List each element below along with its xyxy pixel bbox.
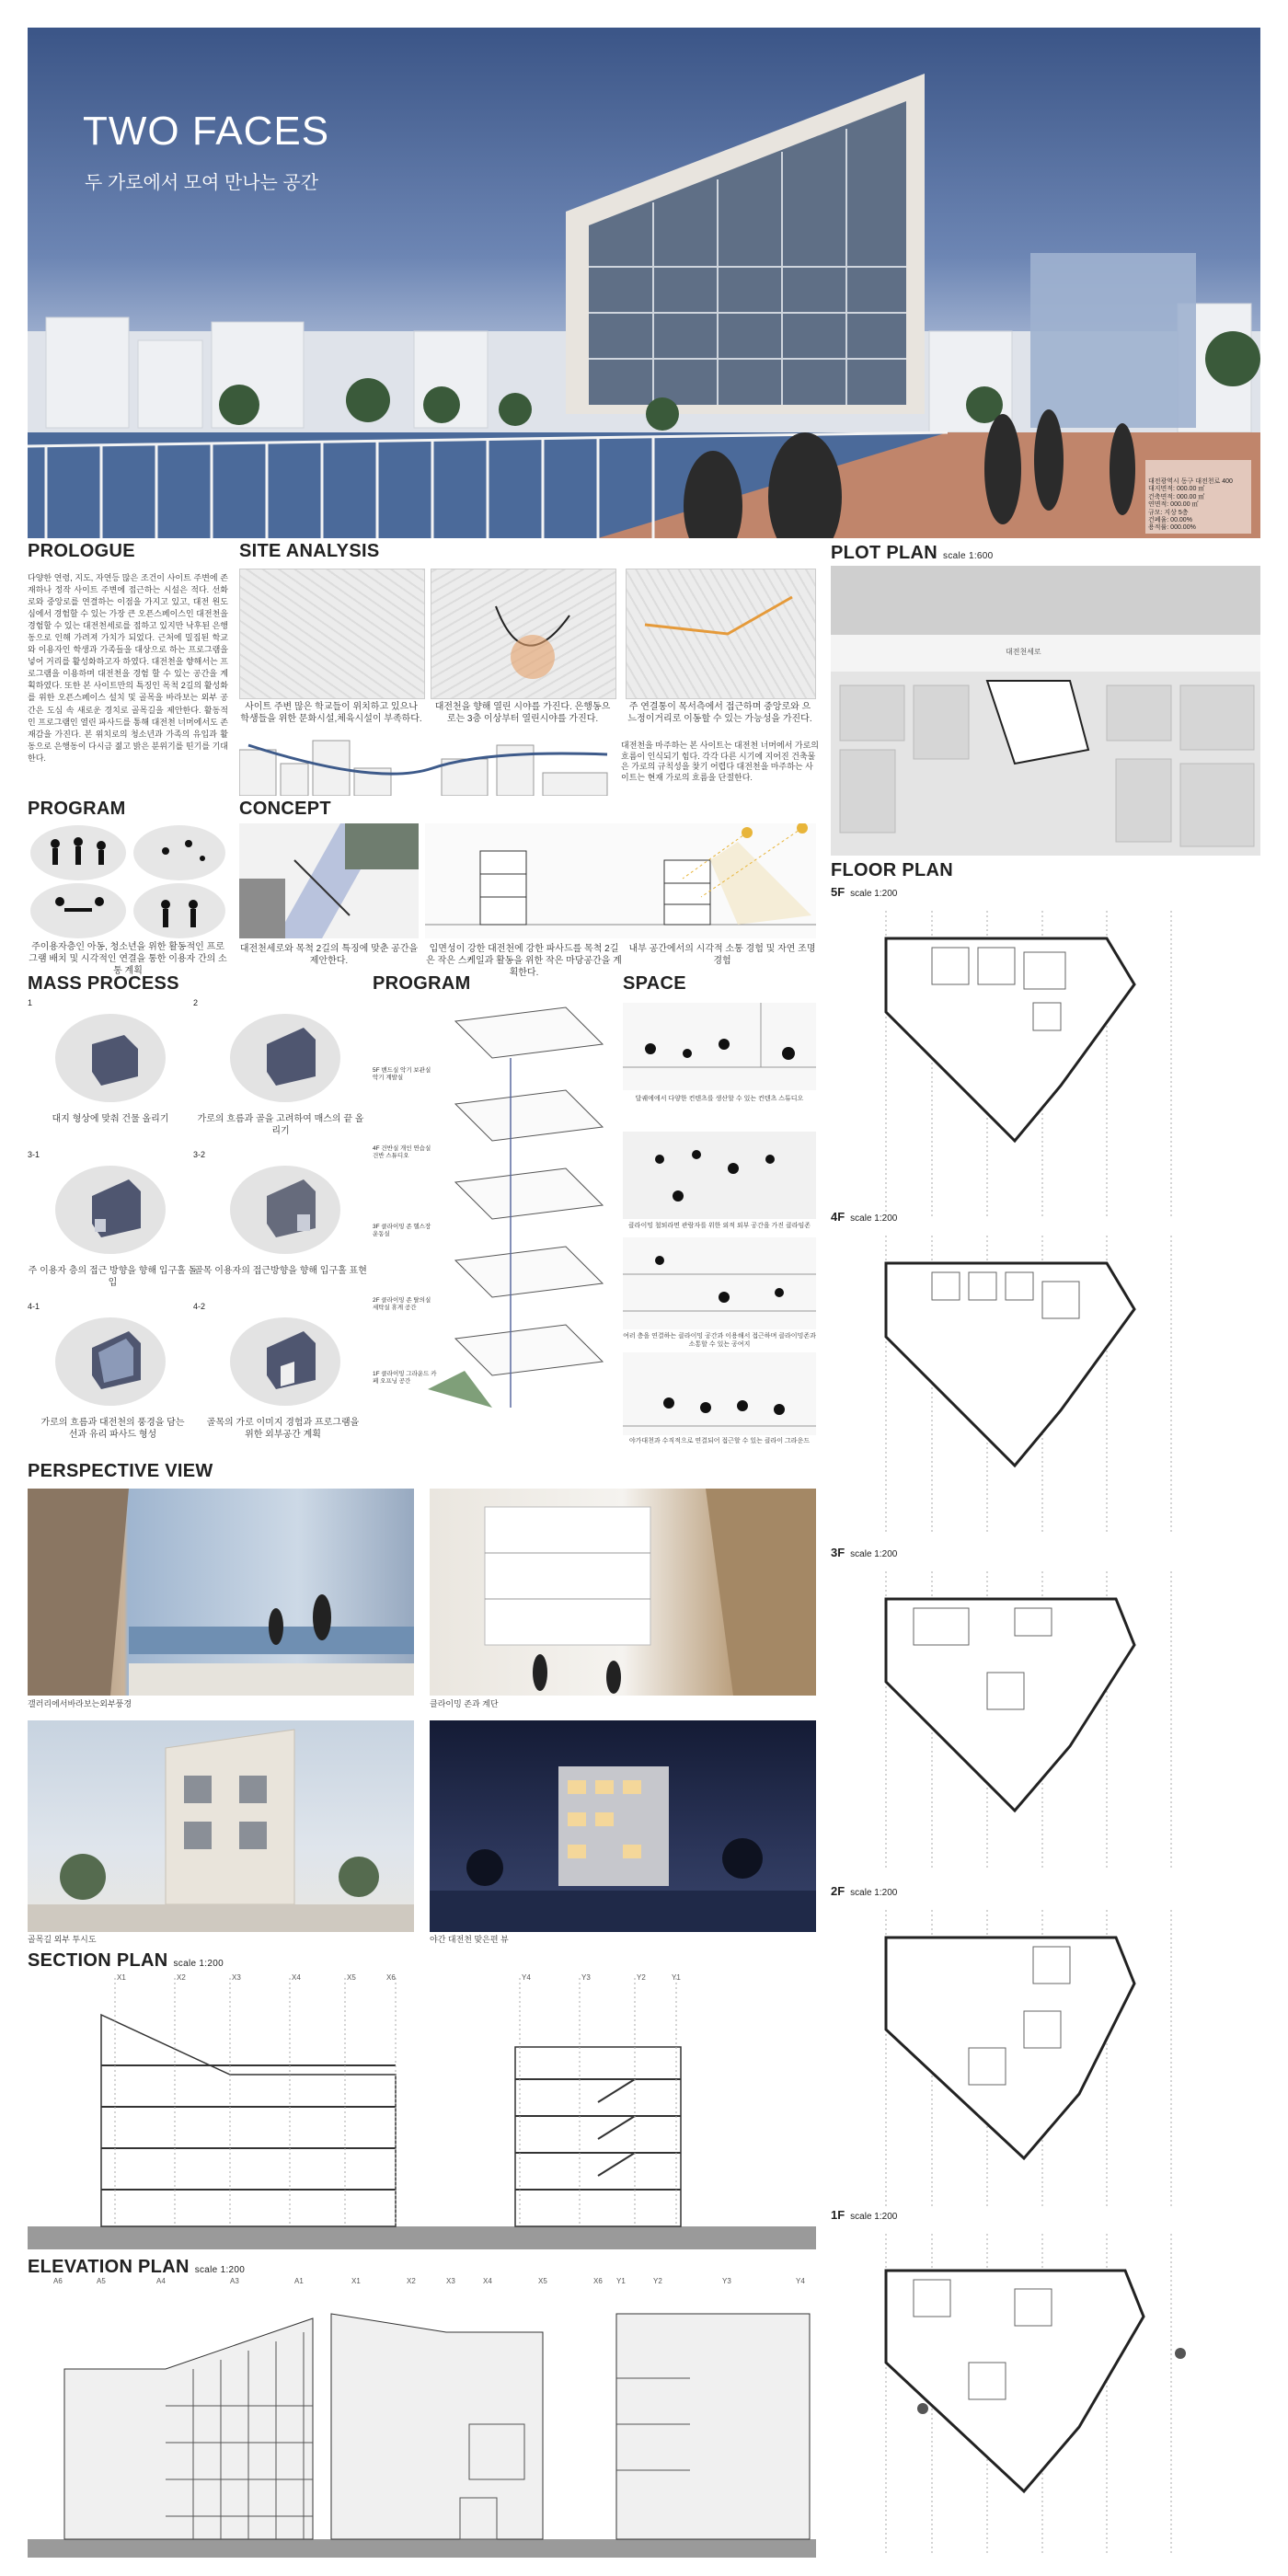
floor-scale: scale 1:200: [850, 2212, 898, 2222]
concept-site-drawing: [239, 823, 419, 938]
mass-model: [51, 1159, 170, 1256]
floor-label: [831, 1546, 897, 1559]
program-diagram-heading: PROGRAM: [373, 973, 471, 994]
space-heading: SPACE: [623, 973, 686, 994]
info-line: 규모: 지상 5층: [1148, 509, 1189, 516]
section-axis-label: Y1: [672, 1973, 681, 1982]
program-floor-label-4f: 4F 건반실 개인 연습실 건반 스튜디오: [373, 1145, 431, 1160]
section-axis-label: Y3: [581, 1973, 591, 1982]
section-axis-label: X4: [292, 1973, 301, 1982]
mass-model: [225, 1311, 345, 1408]
program-floor-label-1f: 1F 클라이밍 그라운드 카페 오프닝 공간: [373, 1371, 437, 1386]
perspective-caption-1: 갤러리에서바라보는외부풍경: [28, 1699, 132, 1708]
mass-step-1: [28, 998, 193, 1136]
elevation-axis-label: A5: [97, 2277, 106, 2285]
program-caption: 주이용자층인 아동, 청소년을 위한 활동적인 프로그램 배치 및 시각적인 연결을 통한 이용자 간의 소통 계획: [29, 942, 227, 976]
info-line: 건축면적: 000.00 ㎡: [1148, 493, 1205, 500]
perspective-caption-3: 골목길 외부 투시도: [28, 1935, 97, 1944]
perspective-gallery: [28, 1489, 414, 1696]
mass-step-4-1: [28, 1302, 193, 1454]
elevation-axis-label: X2: [407, 2277, 416, 2285]
mass-step-num: 2: [193, 998, 199, 1007]
perspective-climbing-drawing: [430, 1489, 816, 1696]
mass-step-3-2: [193, 1150, 368, 1288]
perspective-heading: PERSPECTIVE VIEW: [28, 1461, 213, 1481]
section-scale: scale 1:200: [173, 1959, 224, 1969]
site-caption-1: 사이트 주변 많은 학교들이 위치하고 있으나 학생들을 위한 문화시설,체육시설이 부족하다.: [240, 702, 422, 724]
mass-step-num: 3-2: [193, 1150, 206, 1159]
prologue-heading: PROLOGUE: [28, 541, 135, 561]
mass-step-num: 4-2: [193, 1302, 206, 1311]
floor-plan-3f: [831, 1546, 1260, 1877]
mass-step-num: 3-1: [28, 1150, 40, 1159]
space-sketch-drawing: [623, 1132, 816, 1219]
mass-caption: 주 이용자 층의 접근 방향을 향해 입구홀 돌입: [28, 1266, 198, 1288]
hero-illustration: [28, 28, 1260, 538]
elevation-axis-label: Y2: [653, 2277, 662, 2285]
floor-name: 3F: [831, 1546, 845, 1559]
perspective-night: [430, 1720, 816, 1932]
floor-plan-3f-drawing: [831, 1562, 1260, 1870]
section-axis-label: X5: [347, 1973, 356, 1982]
space-sketch-drawing: [623, 1003, 816, 1090]
floor-scale: scale 1:200: [850, 889, 898, 899]
prologue-text: 다양한 연령, 지도, 자연등 많은 조건이 사이트 주변에 존재하나 정작 사이트 주변에 접근하는 시설은 적다. 선화로와 중앙로를 연결하는 이점을 가지고 있고, 대전 원도심에서 경험할 수 있는 가장 큰 오픈스페이스인 대전천을 경험할 수 있는 대전천세로를 접하고 있지만 낙후된 은행동으로 인해 가려져 가치가 되었다. 근처에 밀집된 학교와 이용자인 학생과 가족들을 대상으로 하는 프로그램을 넣어 거리를 활성화하고자 하였다. 대전천을 향해서는 프로그램을 이용하며 대전천을 경험 할 수 있는 공간을 계획하였다. 또한 본 사이트만의 특징인 목척 2길의 활성화를 위한 오픈스페이스 설치 및 골목을 바라보는 외부 공간은 도심 속 새로운 경치로 골목길을 제안한다. 활동적인 프로그램인 열린 파사드를 통해 대전천 너머에서도 존재감을 가진다. 본 위치로의 청소년과 가족의 유입과 활동으로 은행동이 다시금 젊고 밝은 분위기를 띤기를 기대한다.: [28, 573, 228, 763]
site-caption-4: 대전천을 마주하는 본 사이트는 대전천 너머에서 가로의 흐름이 인식되기 힘다. 각각 다른 시기에 지어진 건축물은 가로의 규칙성을 찾기 어렵다 대전천을 마주하는 사이트는 현재 가로의 흐름을 단절한다.: [621, 741, 819, 783]
floor-name: 1F: [831, 2208, 845, 2222]
floor-scale: scale 1:200: [850, 1888, 898, 1898]
street-profile-drawing: [239, 731, 616, 796]
mass-step-4-2: [193, 1302, 368, 1454]
floor-plan-5f: [831, 885, 1260, 1225]
floor-name: 5F: [831, 885, 845, 899]
mass-caption: 대지 형상에 맞춰 건물 올리기: [52, 1114, 169, 1124]
elevation-axis-label: A6: [53, 2277, 63, 2285]
elevation-axis-label: Y4: [796, 2277, 805, 2285]
hero-subtitle: 두 가로에서 모여 만나는 공간: [85, 173, 319, 193]
mass-model: [225, 1159, 345, 1256]
perspective-alley: [28, 1720, 414, 1932]
section-drawing-svg: [28, 1973, 816, 2249]
section-title: SECTION PLAN: [28, 1950, 168, 1971]
concept-site-diagram: [239, 823, 419, 938]
section-axis-label: X3: [232, 1973, 241, 1982]
space-sketch-2: [623, 1132, 816, 1219]
floor-plan-2f-drawing: [831, 1901, 1260, 2209]
site-map-2: [431, 569, 616, 699]
pictogram-silhouettes: [28, 823, 228, 938]
plot-plan-drawing: [831, 566, 1260, 856]
program-pictograms: [28, 823, 228, 938]
perspective-caption-2: 클라이밍 존과 계단: [430, 1699, 499, 1708]
floor-label: [831, 1210, 897, 1224]
street-profile: [239, 731, 616, 796]
floor-name: 2F: [831, 1884, 845, 1898]
plot-plan-heading: [831, 543, 993, 564]
program-floor-label-3f: 3F 클라이밍 존 헬스장 운동실: [373, 1224, 431, 1238]
exploded-axo-drawing: [373, 1003, 612, 1426]
mass-step-3-1: [28, 1150, 198, 1288]
concept-section-diagram: [425, 823, 816, 938]
elevation-scale: scale 1:200: [194, 2265, 246, 2275]
mass-caption: 가로의 흐름과 대전천의 풍경을 담는 선과 유리 파사드 형성: [40, 1418, 185, 1440]
space-sketch-3: [623, 1237, 816, 1329]
section-axis-label: Y4: [522, 1973, 531, 1982]
elevation-axis-label: X3: [446, 2277, 455, 2285]
section-axis-label: X6: [386, 1973, 396, 1982]
program-heading: PROGRAM: [28, 799, 126, 819]
info-line: 대지면적: 000.00 ㎡: [1148, 486, 1205, 493]
hero-title: TWO FACES: [83, 109, 330, 154]
road-label: 대전천세로: [1006, 648, 1041, 656]
space-caption-4: 야가대천과 수직적으로 연결되어 접근할 수 있는 클라이 그라운드: [628, 1438, 811, 1444]
concept-caption-1: 대전천세로와 목척 2길의 특징에 맞춘 공간을 제안한다.: [239, 944, 419, 966]
mass-model: [51, 1007, 170, 1104]
space-sketch-drawing: [623, 1237, 816, 1329]
perspective-alley-drawing: [28, 1720, 414, 1932]
elevation-axis-label: Y3: [722, 2277, 731, 2285]
info-line: 용적률: 000.00%: [1148, 524, 1196, 532]
concept-caption-2: 입면성이 강한 대전천에 강한 파사드를 목척 2길은 작은 스케일과 활동을 위한 작은 마당공간을 계획한다.: [426, 944, 622, 978]
elevation-axis-label: X5: [538, 2277, 547, 2285]
mass-caption: 가로의 흐름과 골을 고려하여 매스의 끝 올리기: [197, 1114, 364, 1136]
floor-label: [831, 1884, 897, 1898]
space-caption-2: 클라이밍 철퇴라면 관람자를 위한 외적 외부 공간을 가진 클라임존: [627, 1223, 811, 1229]
floor-plan-4f-drawing: [831, 1226, 1260, 1535]
perspective-night-drawing: [430, 1720, 816, 1932]
info-line: 대전광역시 동구 대전천로 400: [1148, 478, 1233, 485]
plot-plan-scale: scale 1:600: [943, 551, 994, 561]
concept-heading: CONCEPT: [239, 799, 331, 819]
concept-section-drawing: [425, 823, 816, 938]
plot-plan-title: PLOT PLAN: [831, 543, 938, 563]
floor-name: 4F: [831, 1210, 845, 1224]
plot-plan-map: [831, 566, 1260, 856]
floor-label: [831, 2208, 897, 2222]
elevation-axis-label: A1: [294, 2277, 304, 2285]
section-axis-label: X1: [117, 1973, 126, 1982]
view-cone: [431, 569, 615, 698]
elevation-axis-label: Y1: [616, 2277, 626, 2285]
floor-plan-4f: [831, 1210, 1260, 1541]
section-axis-label: Y2: [637, 1973, 646, 1982]
floor-label: [831, 885, 897, 899]
space-sketch-drawing: [623, 1352, 816, 1435]
section-axis-label: X2: [177, 1973, 186, 1982]
floor-plan-5f-drawing: [831, 902, 1260, 1219]
program-floor-label-5f: 5F 밴드실 악기 보관실 악기 계발실: [373, 1067, 431, 1082]
info-line: 건폐율: 00.00%: [1148, 516, 1192, 523]
perspective-climbing: [430, 1489, 816, 1696]
elevation-axis-label: X1: [351, 2277, 361, 2285]
site-caption-2: 대전천을 향해 열린 시야를 가진다. 은행동으로는 3층 이상부터 열린시야를 가진다.: [434, 702, 611, 724]
mass-step-2: [193, 998, 368, 1136]
space-caption-1: 달궤에에서 다양한 컨텐츠를 생산할 수 있는 컨텐츠 스튜디오: [635, 1096, 804, 1102]
mass-step-num: 4-1: [28, 1302, 40, 1311]
section-heading: [28, 1950, 224, 1972]
site-caption-3: 주 연결통이 목서측에서 접근하며 중앙로와 으느정이거리로 이동할 수 있는 가능성을 가진다.: [627, 702, 812, 724]
perspective-gallery-drawing: [28, 1489, 414, 1696]
elevation-axis-label: A4: [156, 2277, 166, 2285]
floor-plan-heading: FLOOR PLAN: [831, 860, 953, 880]
floor-scale: scale 1:200: [850, 1549, 898, 1559]
hero-rendering: [28, 28, 1260, 538]
mass-model: [225, 1007, 345, 1104]
elevation-drawing-svg: [28, 2277, 816, 2558]
elevation-axis-label: X4: [483, 2277, 492, 2285]
floor-plan-1f: [831, 2208, 1260, 2562]
space-caption-3: 여러 층을 연결하는 클라이밍 공간과 이용해서 접근하며 클라이밍존과 소통할 수 있는 공여지: [623, 1333, 816, 1349]
perspective-caption-4: 야간 대전천 맞은편 뷰: [430, 1935, 509, 1944]
mass-caption: 골목 이용자의 접근방향을 향해 입구홀 표현: [194, 1266, 367, 1276]
elevation-drawing: [28, 2277, 816, 2558]
program-exploded-axo: [373, 1003, 612, 1426]
info-line: 연면적: 000.00 ㎡: [1148, 501, 1199, 509]
access-arrows: [627, 569, 815, 698]
site-analysis-heading: SITE ANALYSIS: [239, 541, 380, 561]
floor-plan-2f: [831, 1884, 1260, 2215]
hero-info: [1148, 478, 1251, 533]
site-map-1: [239, 569, 425, 699]
mass-caption: 골목의 가로 이미지 경험과 프로그램을 위한 외부공간 계획: [206, 1418, 360, 1440]
mass-process-heading: MASS PROCESS: [28, 973, 179, 994]
elevation-title: ELEVATION PLAN: [28, 2257, 190, 2277]
site-map-3: [626, 569, 816, 699]
space-sketch-4: [623, 1352, 816, 1435]
mass-step-num: 1: [28, 998, 33, 1007]
floor-plan-1f-drawing: [831, 2225, 1260, 2556]
program-floor-label-2f: 2F 클라이밍 존 탈의실 세탁실 휴게 공간: [373, 1297, 431, 1312]
space-sketch-1: [623, 1003, 816, 1090]
mass-model: [51, 1311, 170, 1408]
elevation-axis-label: X6: [593, 2277, 603, 2285]
elevation-axis-label: A3: [230, 2277, 239, 2285]
elevation-heading: [28, 2257, 245, 2278]
concept-caption-3: 내부 공간에서의 시각적 소통 경험 및 자연 조명 경험: [628, 944, 816, 966]
floor-scale: scale 1:200: [850, 1213, 898, 1224]
section-drawing: [28, 1973, 816, 2249]
